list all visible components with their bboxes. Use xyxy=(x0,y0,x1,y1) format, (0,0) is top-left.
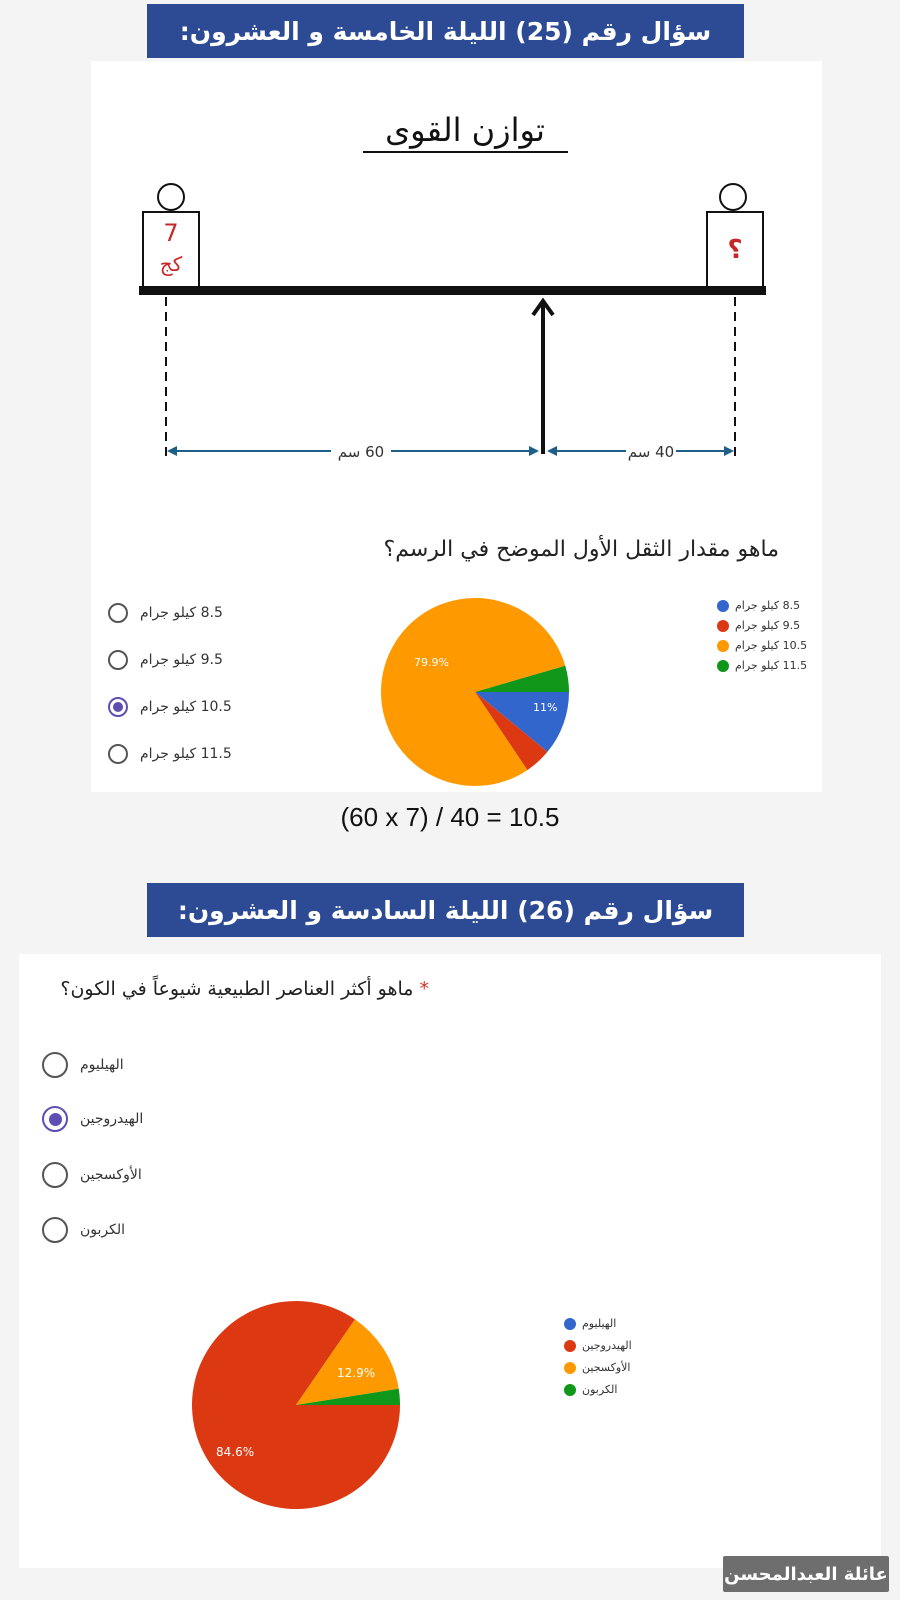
radio-icon[interactable] xyxy=(108,650,128,670)
legend-item-oxygen: الأوكسجين xyxy=(564,1361,631,1374)
legend-dot xyxy=(564,1318,576,1330)
radio-selected-icon[interactable] xyxy=(42,1106,68,1132)
right-arrowhead-a xyxy=(547,446,557,456)
balance-diagram xyxy=(91,61,822,481)
legend-dot xyxy=(564,1384,576,1396)
question-26-label: ماهو أكثر العناصر الطبيعية شيوعاً في الكون؟ xyxy=(60,978,414,1000)
left-weight-knob xyxy=(158,184,184,210)
option-hydrogen[interactable]: الهيدروجين xyxy=(42,1106,143,1132)
legend-item-8-5: 8.5 كيلو جرام xyxy=(717,599,800,612)
legend-item-9-5: 9.5 كيلو جرام xyxy=(717,619,800,632)
legend-item-helium: الهيليوم xyxy=(564,1317,616,1330)
legend-dot xyxy=(717,600,729,612)
right-weight-knob xyxy=(720,184,746,210)
left-weight-value: 7 xyxy=(163,219,179,247)
legend-dot xyxy=(717,620,729,632)
legend-item-carbon: الكربون xyxy=(564,1383,617,1396)
diagram-title: توازن القوى xyxy=(385,111,545,149)
unknown-weight: ؟ xyxy=(727,235,743,265)
legend-item-10-5: 10.5 كيلو جرام xyxy=(717,639,807,652)
balance-beam xyxy=(139,286,766,295)
pie-label-small: 11% xyxy=(533,701,558,714)
pie-chart-elements xyxy=(179,1299,419,1529)
option-8-5[interactable]: 8.5 كيلو جرام xyxy=(108,603,223,623)
left-arrowhead-b xyxy=(529,446,539,456)
pie-label-big: 79.9% xyxy=(414,656,449,669)
question-26-banner: سؤال رقم (26) الليلة السادسة و العشرون: xyxy=(147,883,744,937)
option-carbon[interactable]: الكربون xyxy=(42,1217,125,1243)
legend-item-11-5: 11.5 كيلو جرام xyxy=(717,659,807,672)
option-10-5[interactable]: 10.5 كيلو جرام xyxy=(108,697,232,717)
left-distance-label: 60 سم xyxy=(337,443,385,461)
radio-selected-icon[interactable] xyxy=(108,697,128,717)
option-helium[interactable]: الهيليوم xyxy=(42,1052,124,1078)
left-weight-unit: كج xyxy=(159,252,183,276)
option-oxygen[interactable]: الأوكسجين xyxy=(42,1162,142,1188)
right-distance-label: 40 سم xyxy=(627,443,675,461)
option-9-5[interactable]: 9.5 كيلو جرام xyxy=(108,650,223,670)
radio-icon[interactable] xyxy=(108,603,128,623)
pie-label-small: 12.9% xyxy=(337,1366,376,1380)
right-arrowhead-b xyxy=(724,446,734,456)
question-26-text xyxy=(60,978,429,1000)
left-arrowhead-a xyxy=(167,446,177,456)
legend-dot xyxy=(717,660,729,672)
legend-dot xyxy=(717,640,729,652)
option-11-5[interactable]: 11.5 كيلو جرام xyxy=(108,744,232,764)
question-25-banner: سؤال رقم (25) الليلة الخامسة و العشرون: xyxy=(147,4,744,58)
question-25-card xyxy=(91,61,822,792)
pie-label-big: 84.6% xyxy=(216,1445,255,1459)
legend-dot xyxy=(564,1340,576,1352)
radio-icon[interactable] xyxy=(42,1217,68,1243)
pie-chart-weights xyxy=(371,591,581,791)
radio-icon[interactable] xyxy=(108,744,128,764)
radio-icon[interactable] xyxy=(42,1052,68,1078)
formula-text: (60 x 7) / 40 = 10.5 xyxy=(340,802,560,832)
question-25-text: ماهو مقدار الثقل الأول الموضح في الرسم؟ xyxy=(383,537,779,562)
radio-icon[interactable] xyxy=(42,1162,68,1188)
legend-item-hydrogen: الهيدروجين xyxy=(564,1339,632,1352)
required-mark: * xyxy=(419,978,429,1000)
watermark-badge: عائلة العبدالمحسن xyxy=(723,1556,889,1592)
legend-dot xyxy=(564,1362,576,1374)
question-26-card xyxy=(19,954,881,1568)
